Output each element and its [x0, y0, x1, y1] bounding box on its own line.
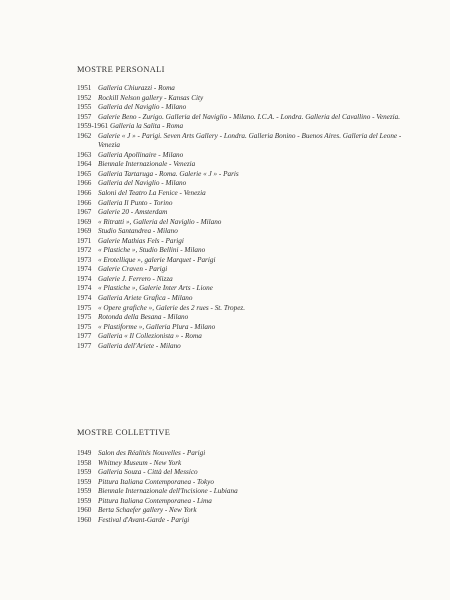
exhibition-entry — [77, 170, 430, 180]
exhibition-venue: Galleria Tartaruga - Roma. Galerie « J » - Paris — [98, 169, 239, 178]
exhibition-entry — [77, 103, 430, 113]
exhibition-entry — [77, 497, 418, 507]
exhibition-year: 1966 — [77, 198, 92, 207]
exhibition-venue: Rotonda della Besana - Milano — [98, 313, 189, 322]
exhibition-venue: « Plastiche », Galerie Inter Arts - Lione — [98, 284, 213, 293]
exhibition-entry — [77, 313, 430, 323]
section-heading-personali: MOSTRE PERSONALI — [77, 65, 165, 74]
exhibition-year: 1965 — [77, 169, 92, 178]
exhibition-year: 1963 — [77, 150, 92, 159]
exhibition-year: 1974 — [77, 294, 92, 303]
exhibition-year: 1971 — [77, 236, 92, 245]
exhibition-year: 1960 — [77, 506, 92, 515]
exhibition-year: 1969 — [77, 217, 92, 226]
exhibition-entry — [77, 468, 418, 478]
exhibition-year: 1975 — [77, 322, 92, 331]
exhibition-year: 1974 — [77, 265, 92, 274]
exhibition-entry — [77, 113, 430, 123]
exhibition-year: 1958 — [77, 458, 92, 467]
exhibition-year: 1959 — [77, 487, 92, 496]
exhibition-year: 1949 — [77, 449, 92, 457]
exhibition-year: 1974 — [77, 284, 92, 293]
exhibition-venue: Galleria Apollinaire - Milano — [98, 150, 184, 159]
exhibition-entry — [77, 256, 430, 266]
exhibition-year: 1957 — [77, 112, 92, 121]
exhibition-venue: Biennale Internazionale dell'Incisione - Lubiana — [98, 487, 238, 496]
exhibition-entry — [77, 84, 430, 94]
exhibition-year: 1952 — [77, 93, 92, 102]
exhibition-venue: Pittura Italiana Contemporanea - Lima — [98, 496, 212, 505]
exhibition-entry — [77, 189, 430, 199]
exhibition-venue: Galleria Ariete Grafica - Milano — [98, 294, 193, 303]
exhibition-entry — [77, 275, 430, 285]
exhibition-year: 1972 — [77, 246, 92, 255]
exhibition-venue: Salon des Réalités Nouvelles - Parigi — [98, 449, 206, 457]
exhibition-year: 1977 — [77, 341, 92, 350]
exhibition-venue: Galleria Chiurazzi - Roma — [98, 84, 175, 92]
exhibition-venue: Pittura Italiana Contemporanea - Tokyo — [98, 477, 214, 486]
exhibition-entry — [77, 151, 430, 161]
exhibition-venue: Whitney Museum - New York — [98, 458, 182, 467]
exhibition-venue: « Plastiforme », Galleria Plura - Milano — [98, 322, 216, 331]
exhibition-entry — [77, 227, 430, 237]
exhibition-entry — [77, 122, 430, 132]
exhibition-year: 1959 — [77, 496, 92, 505]
exhibition-entry — [77, 265, 430, 275]
exhibition-entry — [77, 459, 418, 469]
exhibition-venue: « Plastiche », Studio Bellini - Milano — [98, 246, 206, 255]
exhibition-entry — [77, 132, 430, 151]
exhibition-venue: Galleria del Naviglio - Milano — [98, 179, 187, 188]
exhibition-venue: Biennale Internazionale - Venezia — [98, 160, 196, 169]
exhibition-year: 1955 — [77, 103, 92, 112]
exhibition-venue: Galerie Mathias Fels - Parigi — [98, 236, 184, 245]
exhibition-entry — [77, 516, 418, 526]
exhibition-year: 1967 — [77, 208, 92, 217]
exhibition-entry — [77, 478, 418, 488]
exhibition-venue: Saloni del Teatro La Fenice - Venezia — [98, 189, 206, 198]
exhibition-entry — [77, 284, 430, 294]
exhibition-year: 1959-1961 — [77, 122, 109, 131]
exhibition-venue: Galleria Il Punto - Torino — [98, 198, 173, 207]
exhibition-year: 1975 — [77, 303, 92, 312]
exhibition-year: 1959 — [77, 468, 92, 477]
exhibition-venue: « Opere grafiche », Galerie des 2 rues - St. Tropez. — [98, 303, 245, 312]
exhibition-venue: Galleria dell'Ariete - Milano — [98, 341, 181, 350]
exhibition-venue: Studio Santandrea - Milano — [98, 227, 178, 236]
exhibition-entry — [77, 218, 430, 228]
exhibition-venue: Galerie J. Ferrero - Nizza — [98, 274, 173, 283]
exhibition-year: 1969 — [77, 227, 92, 236]
exhibition-year: 1973 — [77, 255, 92, 264]
exhibition-year: 1966 — [77, 189, 92, 198]
exhibition-year: 1960 — [77, 515, 92, 524]
exhibition-year: 1962 — [77, 131, 92, 140]
exhibition-entry — [77, 160, 430, 170]
exhibition-entry — [77, 208, 430, 218]
exhibition-venue: Galerie Beno - Zurigo. Galleria del Naviglio - Milano. I.C.A. - Londra. Galleria del Cavallino - Venezia. — [98, 112, 401, 121]
exhibitions-list-personali — [77, 84, 430, 351]
exhibition-venue: « Ritratti », Galleria del Naviglio - Milano — [98, 217, 222, 226]
exhibition-entry — [77, 342, 430, 352]
exhibition-entry — [77, 94, 430, 104]
exhibition-entry — [77, 294, 430, 304]
exhibition-entry — [77, 323, 430, 333]
exhibition-entry — [77, 179, 430, 189]
exhibition-venue: Galerie « J » - Parigi. Seven Arts Gallery - Londra. Galleria Bonino - Buenos Aires. Galleria del Leone - Venezia — [98, 131, 402, 150]
exhibition-venue: Galerie Craven - Parigi — [98, 265, 168, 274]
exhibition-entry — [77, 199, 430, 209]
section-heading-collettive: MOSTRE COLLETTIVE — [77, 428, 171, 437]
exhibition-entry — [77, 506, 418, 516]
exhibition-entry — [77, 304, 430, 314]
exhibition-year: 1975 — [77, 313, 92, 322]
exhibitions-list-collettive — [77, 449, 418, 525]
exhibition-year: 1977 — [77, 332, 92, 341]
exhibition-year: 1951 — [77, 84, 92, 92]
exhibition-venue: Berta Schaefer gallery - New York — [98, 506, 197, 515]
exhibition-entry — [77, 487, 418, 497]
exhibition-entry — [77, 332, 430, 342]
exhibition-entry — [77, 246, 430, 256]
exhibition-venue: Galleria la Salita - Roma — [110, 122, 184, 131]
exhibition-venue: Galleria del Naviglio - Milano — [98, 103, 187, 112]
exhibition-entry — [77, 237, 430, 247]
exhibition-venue: Rockill Nelson gallery - Kansas City — [98, 93, 204, 102]
exhibition-venue: Galerie 20 - Amsterdam — [98, 208, 168, 217]
exhibition-year: 1964 — [77, 160, 92, 169]
exhibition-venue: Galleria Souza - Città del Messico — [98, 468, 198, 477]
exhibition-entry — [77, 449, 418, 459]
exhibition-year: 1959 — [77, 477, 92, 486]
exhibition-venue: Galleria « Il Collezionista » - Roma — [98, 332, 202, 341]
exhibition-year: 1966 — [77, 179, 92, 188]
exhibition-year: 1974 — [77, 274, 92, 283]
exhibition-venue: « Erotellique », galerie Marquet - Parigi — [98, 255, 216, 264]
exhibition-venue: Festival d'Avant-Garde - Parigi — [98, 515, 190, 524]
